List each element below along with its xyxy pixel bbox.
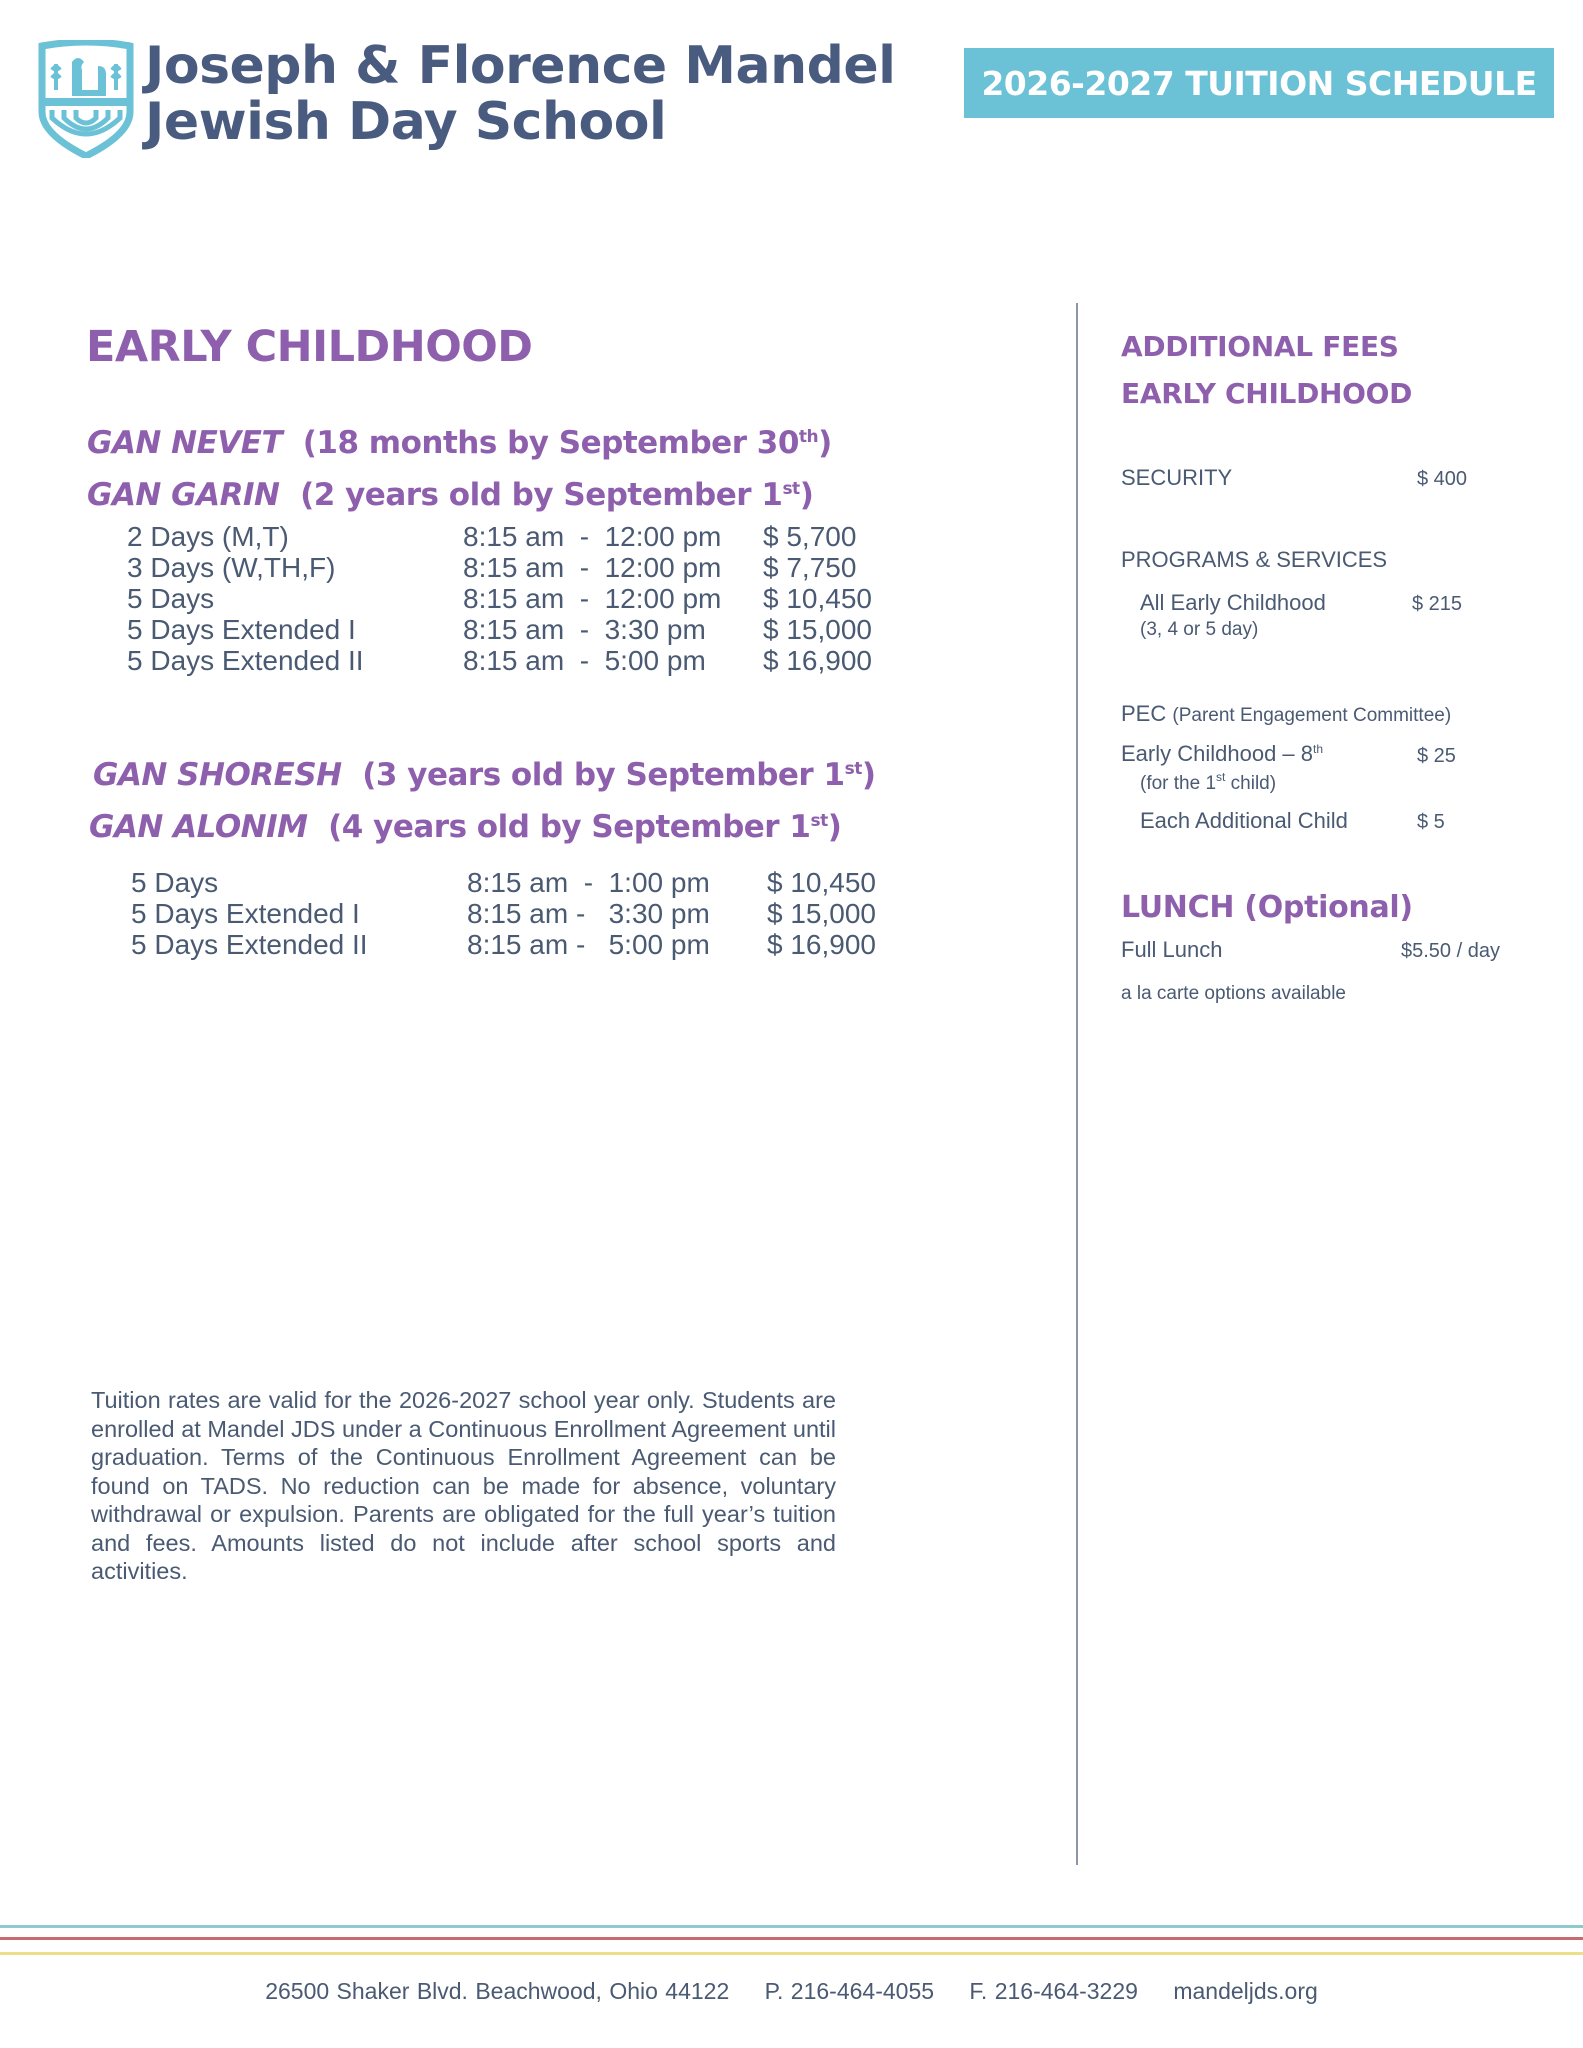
program-price: $ 15,000 <box>763 614 872 645</box>
programs-item: All Early Childhood <box>1140 590 1326 615</box>
program-price: $ 15,000 <box>767 898 876 929</box>
rate-row <box>127 645 887 676</box>
program-name: GAN ALONIM <box>89 809 308 845</box>
program-hours: 8:15 am - 1:00 pm <box>467 867 710 898</box>
security-price: $ 400 <box>1417 468 1468 490</box>
additional-fees-heading <box>1121 323 1412 417</box>
program-name: GAN SHORESH <box>93 757 342 793</box>
program-hours: 8:15 am - 12:00 pm <box>463 521 722 552</box>
group2-heading <box>89 746 876 850</box>
pec-label: PEC <box>1121 701 1167 726</box>
ordinal-suffix: st <box>844 759 862 779</box>
age-requirement: (2 years old by September 1 <box>300 477 783 513</box>
group2-rate-table <box>131 867 891 960</box>
lunch-note: a la carte options available <box>1121 983 1346 1004</box>
ordinal-suffix: st <box>782 479 800 499</box>
pec-item <box>1121 741 1323 767</box>
program-name: GAN GARIN <box>87 477 280 513</box>
programs-price: $ 215 <box>1412 593 1463 615</box>
pec-price: $ 25 <box>1417 745 1456 767</box>
fees-heading-line2: EARLY CHILDHOOD <box>1121 377 1413 410</box>
group1-title-line1 <box>87 414 832 466</box>
program-name: GAN NEVET <box>87 425 283 461</box>
rate-row <box>127 614 887 645</box>
pec-note-text-end: child) <box>1225 773 1277 794</box>
ordinal-suffix: st <box>1216 770 1226 784</box>
ordinal-suffix: st <box>810 811 828 831</box>
pec-additional-price: $ 5 <box>1417 811 1445 833</box>
pec-additional-child: Each Additional Child <box>1140 808 1348 833</box>
close-paren: ) <box>799 477 814 513</box>
school-name <box>145 38 895 150</box>
group2-title-line2 <box>89 798 876 850</box>
lunch-price: $5.50 / day <box>1401 940 1500 962</box>
program-hours: 8:15 am - 3:30 pm <box>467 898 710 929</box>
programs-services-label: PROGRAMS & SERVICES <box>1121 547 1388 572</box>
program-price: $ 10,450 <box>763 583 872 614</box>
program-days: 2 Days (M,T) <box>127 521 289 552</box>
footer-phone: P. 216-464-4055 <box>764 1978 935 2004</box>
lunch-item: Full Lunch <box>1121 937 1223 962</box>
program-days: 5 Days Extended I <box>127 614 356 645</box>
program-price: $ 10,450 <box>767 867 876 898</box>
close-paren: ) <box>818 425 832 461</box>
footer-stripe-yellow <box>0 1952 1583 1955</box>
shield-mem-logo-icon <box>38 40 134 158</box>
ordinal-suffix: th <box>1313 742 1324 756</box>
fees-heading-line1: ADDITIONAL FEES <box>1121 330 1399 363</box>
rate-row <box>127 521 887 552</box>
column-divider <box>1076 303 1078 1865</box>
group2-title-line1 <box>93 746 876 798</box>
pec-note <box>1140 770 1276 795</box>
age-requirement: (4 years old by September 1 <box>328 809 811 845</box>
tuition-disclaimer: Tuition rates are valid for the 2026-2027 school year only. Students are enrolled at Mandel JDS under a Continuous Enrollment Agreement until graduation. Terms of the Continuous Enrollment Agreement can be found on TADS. No reduction can be made for absence, voluntary withdrawal or expulsion. Parents are obligated for the full year’s tuition and fees. Amounts listed do not include after school sports and activities. <box>91 1387 836 1584</box>
rate-row <box>131 929 891 960</box>
school-name-line1: Joseph & Florence Mandel <box>145 36 896 96</box>
footer-address: 26500 Shaker Blvd. Beachwood, Ohio 44122 <box>265 1978 730 2004</box>
pec-heading <box>1121 701 1451 727</box>
program-days: 5 Days Extended II <box>127 645 364 676</box>
group1-heading <box>87 414 832 518</box>
close-paren: ) <box>861 757 876 793</box>
pec-description: (Parent Engagement Committee) <box>1172 705 1452 726</box>
program-days: 5 Days Extended I <box>131 898 360 929</box>
security-label: SECURITY <box>1121 465 1233 490</box>
school-logo <box>38 40 134 158</box>
program-days: 5 Days Extended II <box>131 929 368 960</box>
footer-stripe-red <box>0 1937 1583 1940</box>
program-hours: 8:15 am - 5:00 pm <box>467 929 710 960</box>
program-price: $ 7,750 <box>763 552 857 583</box>
ordinal-suffix: th <box>798 427 819 447</box>
age-requirement: (18 months by September 30 <box>302 425 799 461</box>
program-hours: 8:15 am - 5:00 pm <box>463 645 706 676</box>
group1-title-line2 <box>87 466 832 518</box>
pec-note-text: (for the 1 <box>1140 773 1217 794</box>
close-paren: ) <box>827 809 842 845</box>
program-days: 5 Days <box>131 867 219 898</box>
footer-website[interactable]: mandeljds.org <box>1173 1978 1318 2004</box>
school-name-line2: Jewish Day School <box>145 92 667 152</box>
footer-fax: F. 216-464-3229 <box>969 1978 1138 2004</box>
tuition-schedule-banner <box>964 48 1554 118</box>
footer-contact <box>0 1978 1583 2005</box>
program-hours: 8:15 am - 12:00 pm <box>463 583 722 614</box>
footer-stripe-blue <box>0 1925 1583 1928</box>
program-price: $ 5,700 <box>763 521 857 552</box>
program-price: $ 16,900 <box>767 929 876 960</box>
banner-title: 2026-2027 TUITION SCHEDULE <box>981 63 1537 103</box>
pec-item-text: Early Childhood – 8 <box>1121 741 1314 766</box>
program-days: 3 Days (W,TH,F) <box>127 552 336 583</box>
group1-rate-table <box>127 521 887 676</box>
age-requirement: (3 years old by September 1 <box>362 757 845 793</box>
program-price: $ 16,900 <box>763 645 872 676</box>
program-hours: 8:15 am - 12:00 pm <box>463 552 722 583</box>
program-hours: 8:15 am - 3:30 pm <box>463 614 706 645</box>
programs-note: (3, 4 or 5 day) <box>1140 619 1259 640</box>
section-title-early-childhood: EARLY CHILDHOOD <box>86 322 533 372</box>
rate-row <box>131 867 891 898</box>
rate-row <box>127 583 887 614</box>
program-days: 5 Days <box>127 583 215 614</box>
rate-row <box>131 898 891 929</box>
rate-row <box>127 552 887 583</box>
lunch-heading: LUNCH (Optional) <box>1121 890 1413 925</box>
